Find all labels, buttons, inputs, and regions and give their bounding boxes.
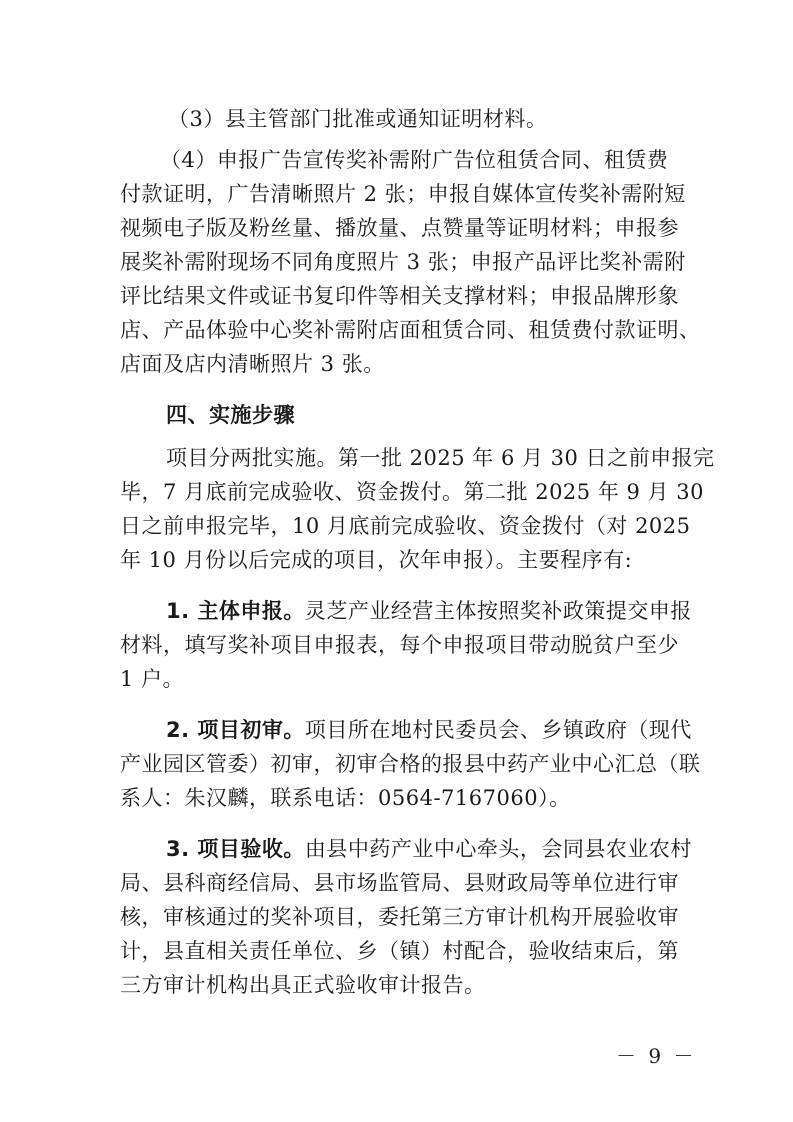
text-line: 毕，7 月底前完成验收、资金拨付。第二批 2025 年 9 月 30 [120,480,704,504]
text-line: 核，审核通过的奖补项目，委托第三方审计机构开展验收审 [120,905,679,929]
text-line: 计，县直相关责任单位、乡（镇）村配合，验收结束后，第 [120,939,679,963]
text-line: 1 户。 [120,667,185,691]
text-line: 项目分两批实施。第一批 2025 年 6 月 30 日之前申报完 [166,446,715,470]
page-number: － 9 － [616,1044,697,1068]
text-line: 店、产品体验中心奖补需附店面租赁合同、租赁费付款证明、 [120,318,701,342]
step-title: 1. 主体申报。 [166,599,305,623]
text-line: （4）申报广告宣传奖补需附广告位租赁合同、租赁费 [160,148,669,172]
text-line: 年 10 月份以后完成的项目，次年申报）。主要程序有: [120,548,633,572]
text-line: 产业园区管委）初审，初审合格的报县中药产业中心汇总（联 [120,752,701,776]
text-line: 系人：朱汉麟，联系电话：0564-7167060）。 [120,786,571,810]
text-line: 三方审计机构出具正式验收审计报告。 [120,973,486,997]
text-line: 日之前申报完毕，10 月底前完成验收、资金拨付（对 2025 [120,514,691,538]
step-text: 灵芝产业经营主体按照奖补政策提交申报 [304,599,692,623]
step-title: 2. 项目初审。 [166,718,305,742]
text-line: 材料，填写奖补项目申报表，每个申报项目带动脱贫户至少 [120,633,679,657]
step-paragraph-first-line [166,596,726,626]
step-text: 项目所在地村民委员会、乡镇政府（现代 [304,718,692,742]
text-line: 店面及店内清晰照片 3 张。 [120,352,385,376]
section-heading: 四、实施步骤 [166,403,295,427]
text-line: 展奖补需附现场不同角度照片 3 张；申报产品评比奖补需附 [120,250,686,274]
step-text: 由县中药产业中心牵头，会同县农业农村 [304,837,692,861]
text-line: 局、县科商经信局、县市场监管局、县财政局等单位进行审 [120,871,679,895]
text-line: （3）县主管部门批准或通知证明材料。 [168,107,548,131]
step-paragraph-first-line [166,715,726,745]
text-line: 评比结果文件或证书复印件等相关支撑材料；申报品牌形象 [120,284,679,308]
step-paragraph-first-line [166,834,726,864]
step-title: 3. 项目验收。 [166,837,305,861]
text-line: 视频电子版及粉丝量、播放量、点赞量等证明材料；申报参 [120,216,679,240]
text-line: 付款证明，广告清晰照片 2 张；申报自媒体宣传奖补需附短 [120,182,686,206]
